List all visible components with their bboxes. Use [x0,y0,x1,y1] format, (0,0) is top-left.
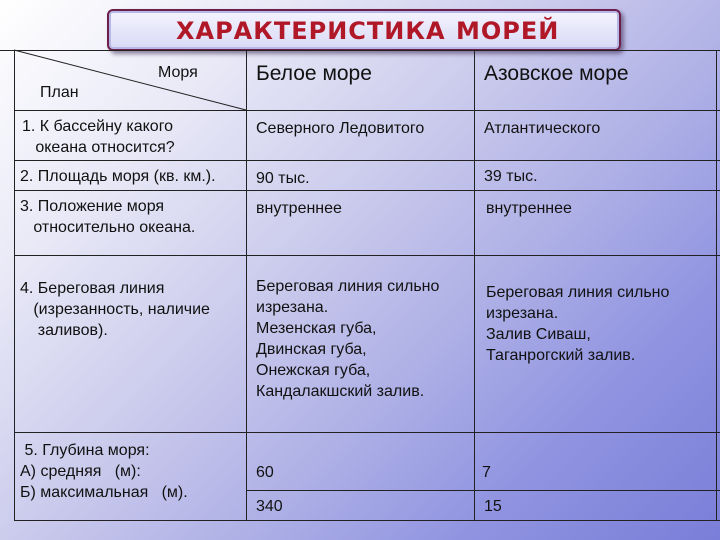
row-label-area: 2. Площадь моря (кв. км.). [20,168,216,185]
row-label-ocean-basin: 1. К бассейну какого океана относится? [22,118,175,156]
azov-sea-position: внутреннее [486,200,572,217]
white-sea-coastline: Береговая линия сильно изрезана. Мезенская губа, Двинская губа, Онежская губа, Кандалакшский залив. [256,278,440,400]
title-part-1: ХАРАКТЕРИСТИКА [176,17,446,45]
white-sea-area: 90 тыс. [256,170,310,187]
white-sea-position: внутреннее [256,200,342,217]
azov-sea-max-depth: 15 [484,498,502,515]
row-label-position: 3. Положение моря относительно океана. [20,198,196,236]
azov-sea-area: 39 тыс. [484,168,538,185]
column-header-white-sea: Белое море [256,62,372,85]
corner-label-seas: Моря [158,64,198,81]
azov-sea-coastline: Береговая линия сильно изрезана. Залив Сиваш, Таганрогский залив. [486,284,670,364]
row-label-coastline: 4. Береговая линия (изрезанность, наличие заливов). [20,280,210,339]
white-sea-ocean-basin: Северного Ледовитого [256,120,425,137]
azov-sea-ocean-basin: Атлантического [484,120,601,137]
corner-label-plan: План [40,84,79,101]
white-sea-max-depth: 340 [256,498,283,515]
azov-sea-average-depth: 7 [482,464,491,481]
white-sea-average-depth: 60 [256,464,274,481]
row-label-depth: 5. Глубина моря: А) средняя (м): Б) максимальная (м). [20,442,188,501]
title-part-2: МОРЕЙ [456,17,560,45]
column-header-azov-sea: Азовское море [484,62,629,85]
